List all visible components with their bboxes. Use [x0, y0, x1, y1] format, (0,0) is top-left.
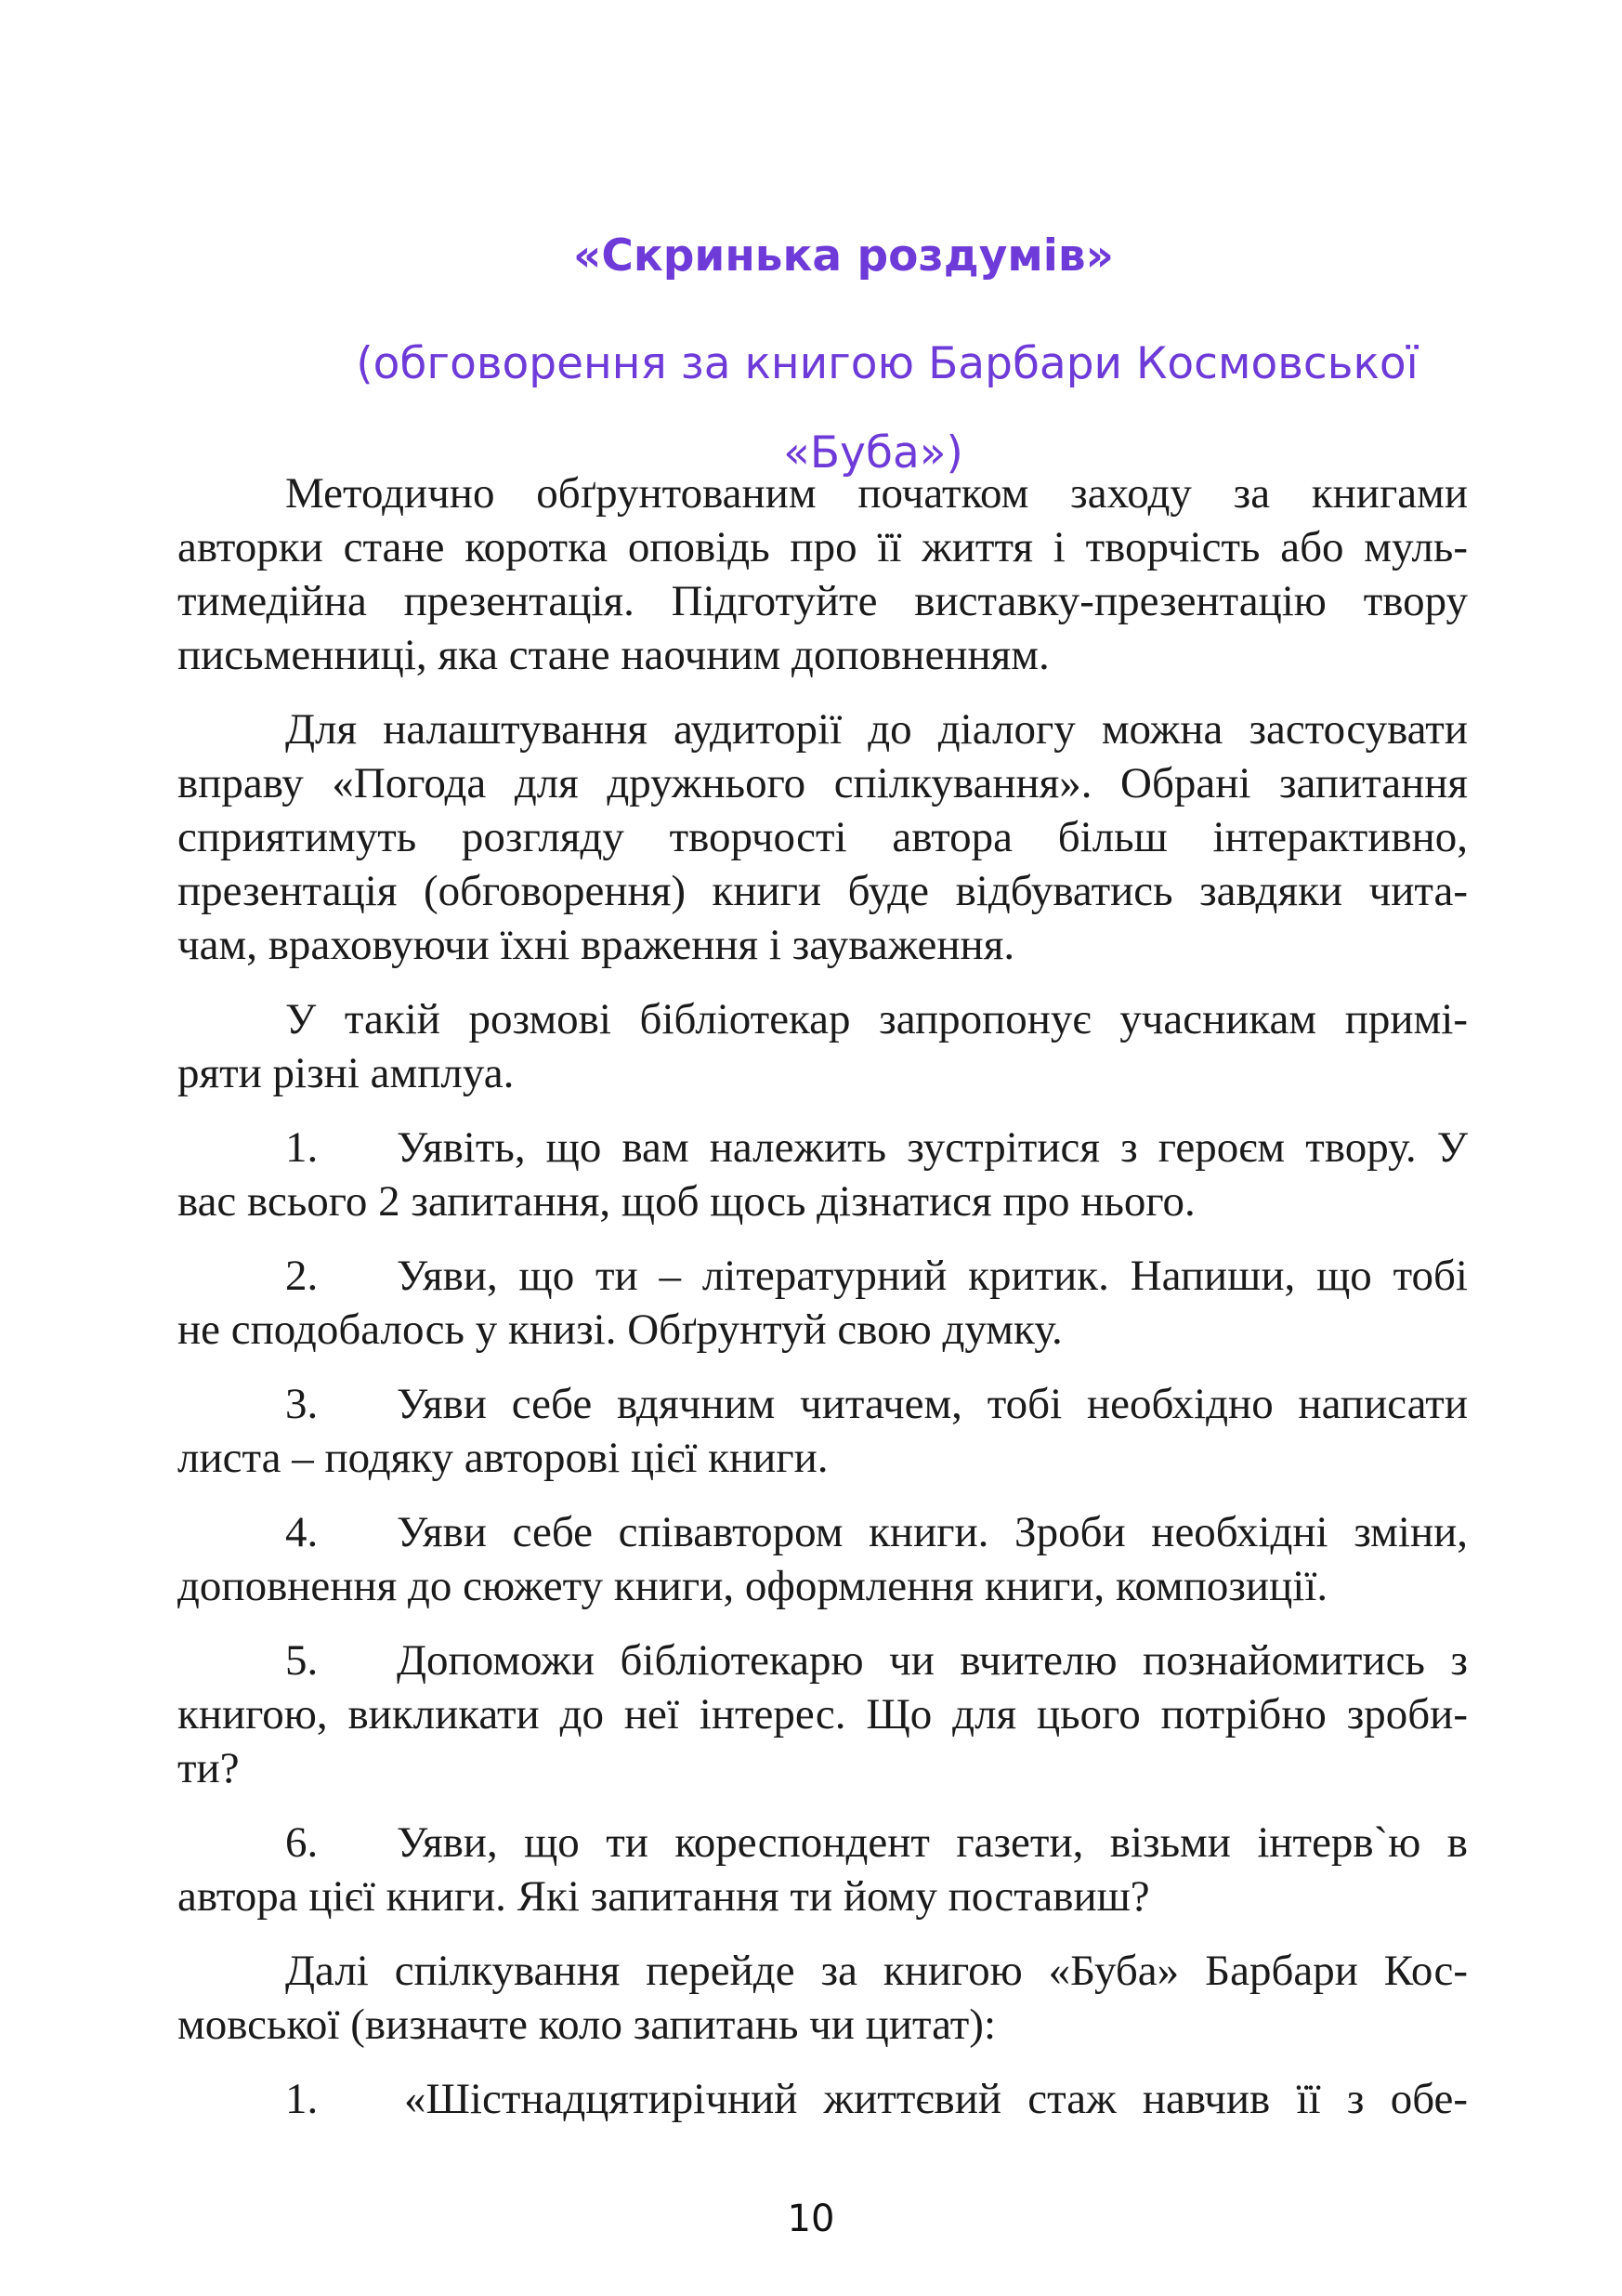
list-number: 1. [285, 1123, 319, 1172]
list-text: «Шістнадцятирічний життєвий стаж навчив її з обе- [404, 2075, 1468, 2123]
list-text: Уяви, що ти кореспондент газети, візьми інтерв`ю в [397, 1818, 1468, 1867]
task-item-6 [177, 1816, 1468, 1923]
text-line: не сподобалось у книзі. Обґрунтуй свою думку. [177, 1305, 1063, 1354]
page-number: 10 [787, 2198, 835, 2240]
list-number: 4. [285, 1508, 319, 1556]
task-item-2 [177, 1249, 1468, 1357]
list-number: 5. [285, 1636, 319, 1685]
list-number: 2. [285, 1252, 319, 1300]
body-text [177, 466, 1468, 2146]
text-line: У такій розмові бібліотекар запропонує учасникам примі- [285, 995, 1468, 1043]
text-line [177, 1505, 1468, 1559]
text-line: книгою, викликати до неї інтерес. Що для цього потрібно зроби- [177, 1690, 1468, 1738]
text-line [177, 1633, 1468, 1687]
text-line: автора цієї книги. Які запитання ти йому поставиш? [177, 1872, 1150, 1921]
text-line: доповнення до сюжету книги, оформлення книги, композиції. [177, 1562, 1328, 1610]
text-line: сприятимуть розгляду творчості автора більш інтерактивно, [177, 813, 1468, 861]
list-text: Допоможи бібліотекарю чи вчителю познайомитись з [397, 1636, 1468, 1685]
text-line: вас всього 2 запитання, щоб щось дізнатися про нього. [177, 1177, 1196, 1226]
text-line [177, 2072, 1468, 2126]
text-line: презентація (обговорення) книги буде відбуватись завдяки чита- [177, 867, 1468, 915]
paragraph-dialogue [177, 702, 1468, 972]
text-line: Методично обґрунтованим початком заходу за книгами [285, 469, 1468, 518]
text-line: Далі спілкування перейде за книгою «Буба» Барбари Кос- [285, 1947, 1468, 1995]
task-item-5 [177, 1633, 1468, 1795]
task-item-4 [177, 1505, 1468, 1613]
list-text: Уяви себе вдячним читачем, тобі необхідно написати [397, 1380, 1468, 1428]
text-line: Для налаштування аудиторії до діалогу можна застосувати [285, 705, 1468, 754]
text-line: листа – подяку авторові цієї книги. [177, 1434, 829, 1482]
text-line: авторки стане коротка оповідь про її життя і творчість або муль- [177, 523, 1468, 571]
paragraph-closing [177, 1944, 1468, 2052]
page-title: «Скринька роздумів» [573, 230, 1114, 282]
subtitle-line-2: «Буба») [783, 427, 963, 479]
subtitle-line-1: (обговорення за книгою Барбари Космовської [356, 338, 1419, 389]
text-line [177, 1377, 1468, 1431]
list-text: Уяви, що ти – літературний критик. Напиши, що тобі [397, 1252, 1468, 1300]
text-line: мовської (визначте коло запитань чи цитат): [177, 2001, 996, 2049]
text-line [177, 1816, 1468, 1870]
text-line: чам, враховуючи їхні враження і зауваження. [177, 921, 1015, 969]
text-line [177, 1121, 1468, 1174]
text-line [177, 1249, 1468, 1303]
text-line: ти? [177, 1744, 240, 1792]
list-number: 6. [285, 1818, 319, 1867]
quote-item-1 [177, 2072, 1468, 2126]
text-line: ряти різні амплуа. [177, 1049, 515, 1097]
paragraph-roles [177, 992, 1468, 1100]
text-line: письменниці, яка стане наочним доповненням. [177, 631, 1050, 679]
task-item-1 [177, 1121, 1468, 1228]
list-text: Уяви себе співавтором книги. Зроби необхідні зміни, [397, 1508, 1468, 1556]
list-number: 3. [285, 1380, 319, 1428]
list-number: 1. [285, 2075, 319, 2123]
text-line: вправу «Погода для дружнього спілкування». Обрані запитання [177, 759, 1468, 807]
text-line: тимедійна презентація. Підготуйте виставку-презентацію твору [177, 577, 1468, 625]
task-item-3 [177, 1377, 1468, 1485]
list-text: Уявіть, що вам належить зустрітися з героєм твору. У [397, 1123, 1468, 1172]
paragraph-intro [177, 466, 1468, 682]
